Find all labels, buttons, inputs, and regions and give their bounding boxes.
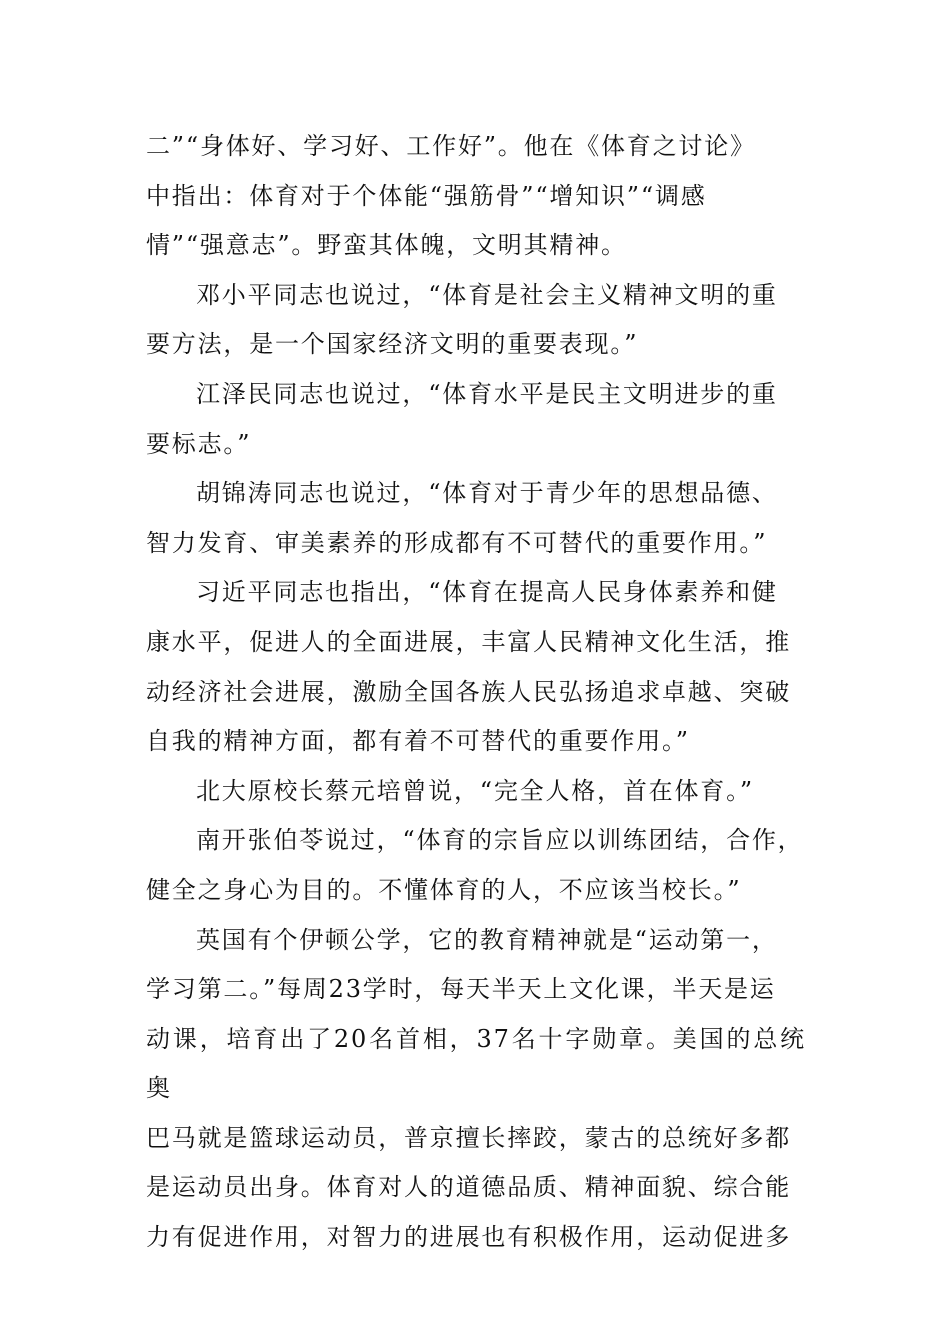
paragraph	[146, 469, 806, 568]
paragraph	[146, 370, 806, 469]
text-line: 学习第二。”每周23学时，每天半天上文化课，半天是运	[146, 975, 776, 1004]
text-line: 江泽民同志也说过，“体育水平是民主文明进步的重	[196, 379, 778, 408]
text-line: 智力发育、审美素养的形成都有不可替代的重要作用。”	[146, 528, 768, 557]
text-line: 要方法，是一个国家经济文明的重要表现。”	[146, 330, 639, 359]
text-line: 巴马就是篮球运动员，普京擅长摔跤，蒙古的总统好多都	[146, 1123, 791, 1152]
paragraph	[146, 916, 806, 1263]
text-line: 二”“身体好、学习好、工作好”。他在《体育之讨论》	[146, 132, 756, 160]
document-body	[146, 122, 806, 1263]
text-line: 动经济社会进展，激励全国各族人民弘扬追求卓越、突破	[146, 677, 791, 706]
text-line: 习近平同志也指出，“体育在提高人民身体素养和健	[196, 578, 778, 607]
text-line: 北大原校长蔡元培曾说，“完全人格，首在体育。”	[196, 776, 754, 805]
paragraph	[146, 122, 806, 271]
text-line: 力有促进作用，对智力的进展也有积极作用，运动促进多	[146, 1223, 791, 1252]
text-line: 中指出：体育对于个体能“强筋骨”“增知识”“调感	[146, 181, 707, 210]
text-line: 英国有个伊顿公学，它的教育精神就是“运动第一，	[196, 925, 778, 954]
text-line: 自我的精神方面，都有着不可替代的重要作用。”	[146, 727, 690, 756]
paragraph	[146, 767, 806, 817]
paragraph	[146, 816, 806, 915]
paragraph	[146, 568, 806, 766]
text-line: 要标志。”	[146, 429, 252, 458]
text-line: 是运动员出身。体育对人的道德品质、精神面貌、综合能	[146, 1173, 791, 1202]
text-line: 健全之身心为目的。不懂体育的人，不应该当校长。”	[146, 875, 742, 904]
paragraph	[146, 271, 806, 370]
text-line: 邓小平同志也说过，“体育是社会主义精神文明的重	[196, 280, 778, 309]
text-line: 情”“强意志”。野蛮其体魄，文明其精神。	[146, 231, 627, 260]
text-line: 胡锦涛同志也说过，“体育对于青少年的思想品德、	[196, 479, 778, 508]
text-line: 南开张伯苓说过，“体育的宗旨应以训练团结，合作，	[196, 826, 804, 855]
text-line: 康水平，促进人的全面进展，丰富人民精神文化生活，推	[146, 627, 791, 656]
text-line: 动课，培育出了20名首相，37名十字勋章。美国的总统奥	[146, 1024, 806, 1103]
